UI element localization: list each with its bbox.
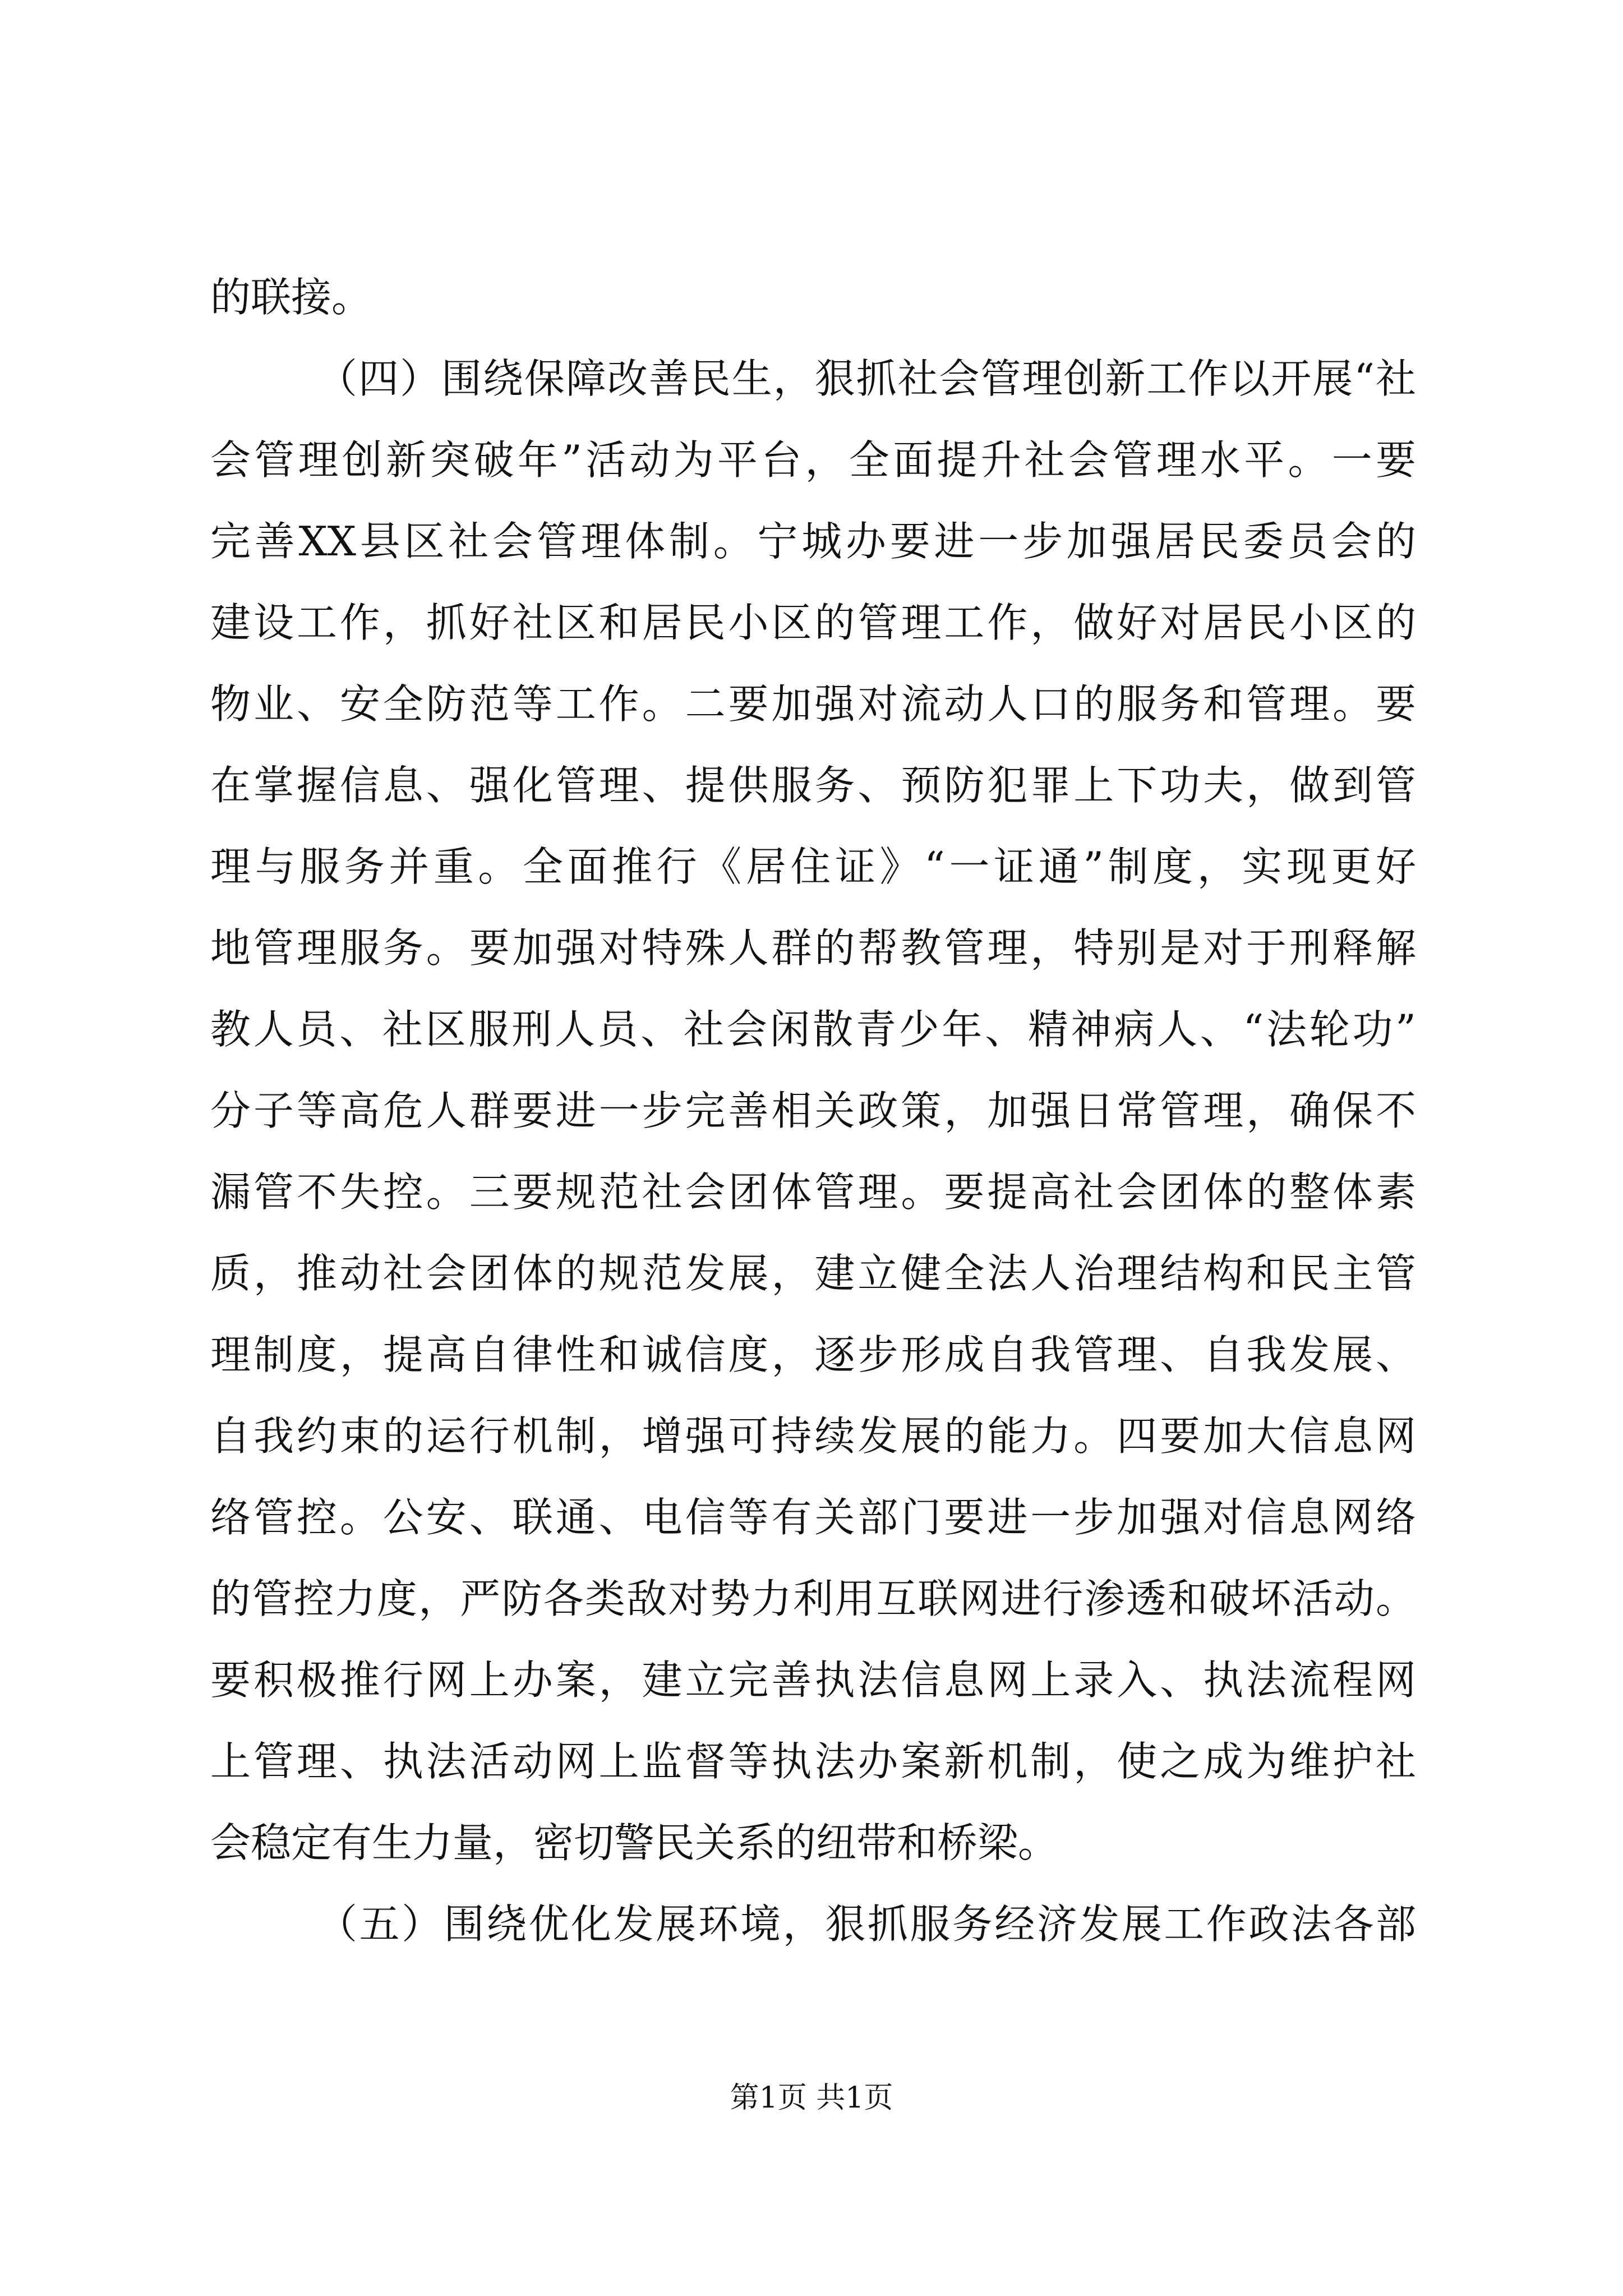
text-line: 的联接。 xyxy=(210,274,372,321)
paragraph-4-heading-line: （四）围绕保障改善民生，狠抓社会管理创新工作以开展“社 xyxy=(317,355,1416,402)
text-line: 理与服务并重。全面推行《居住证》“一证通”制度，实现更好 xyxy=(210,843,1416,890)
text-line: 理制度，提高自律性和诚信度，逐步形成自我管理、自我发展、 xyxy=(210,1331,1416,1378)
text-line: 地管理服务。要加强对特殊人群的帮教管理，特别是对于刑释解 xyxy=(210,924,1416,972)
text-line: 上管理、执法活动网上监督等执法办案新机制，使之成为维护社 xyxy=(210,1738,1416,1785)
text-line: 物业、安全防范等工作。二要加强对流动人口的服务和管理。要 xyxy=(210,680,1416,728)
text-line: 完善XX县区社会管理体制。宁城办要进一步加强居民委员会的 xyxy=(210,518,1416,565)
text-line: 会稳定有生力量，密切警民关系的纽带和桥梁。 xyxy=(210,1819,1059,1866)
text-line: 自我约束的运行机制，增强可持续发展的能力。四要加大信息网 xyxy=(210,1412,1416,1460)
text-line: 分子等高危人群要进一步完善相关政策，加强日常管理，确保不 xyxy=(210,1087,1416,1134)
text-line: 教人员、社区服刑人员、社会闲散青少年、精神病人、“法轮功” xyxy=(210,1006,1416,1053)
text-line: 络管控。公安、联通、电信等有关部门要进一步加强对信息网络 xyxy=(210,1494,1416,1541)
text-line: 漏管不失控。三要规范社会团体管理。要提高社会团体的整体素 xyxy=(210,1168,1416,1216)
paragraph-5-heading-line: （五）围绕优化发展环境，狠抓服务经济发展工作政法各部 xyxy=(317,1901,1416,1948)
text-line: 建设工作，抓好社区和居民小区的管理工作，做好对居民小区的 xyxy=(210,599,1416,646)
text-line: 在掌握信息、强化管理、提供服务、预防犯罪上下功夫，做到管 xyxy=(210,762,1416,809)
text-line: 要积极推行网上办案，建立完善执法信息网上录入、执法流程网 xyxy=(210,1657,1416,1704)
text-line: 的管控力度，严防各类敌对势力利用互联网进行渗透和破坏活动。 xyxy=(210,1575,1416,1622)
page-number-footer: 第1页 共1页 xyxy=(730,2081,893,2115)
text-line: 质，推动社会团体的规范发展，建立健全法人治理结构和民主管 xyxy=(210,1250,1416,1297)
text-line: 会管理创新突破年”活动为平台，全面提升社会管理水平。一要 xyxy=(210,436,1416,484)
